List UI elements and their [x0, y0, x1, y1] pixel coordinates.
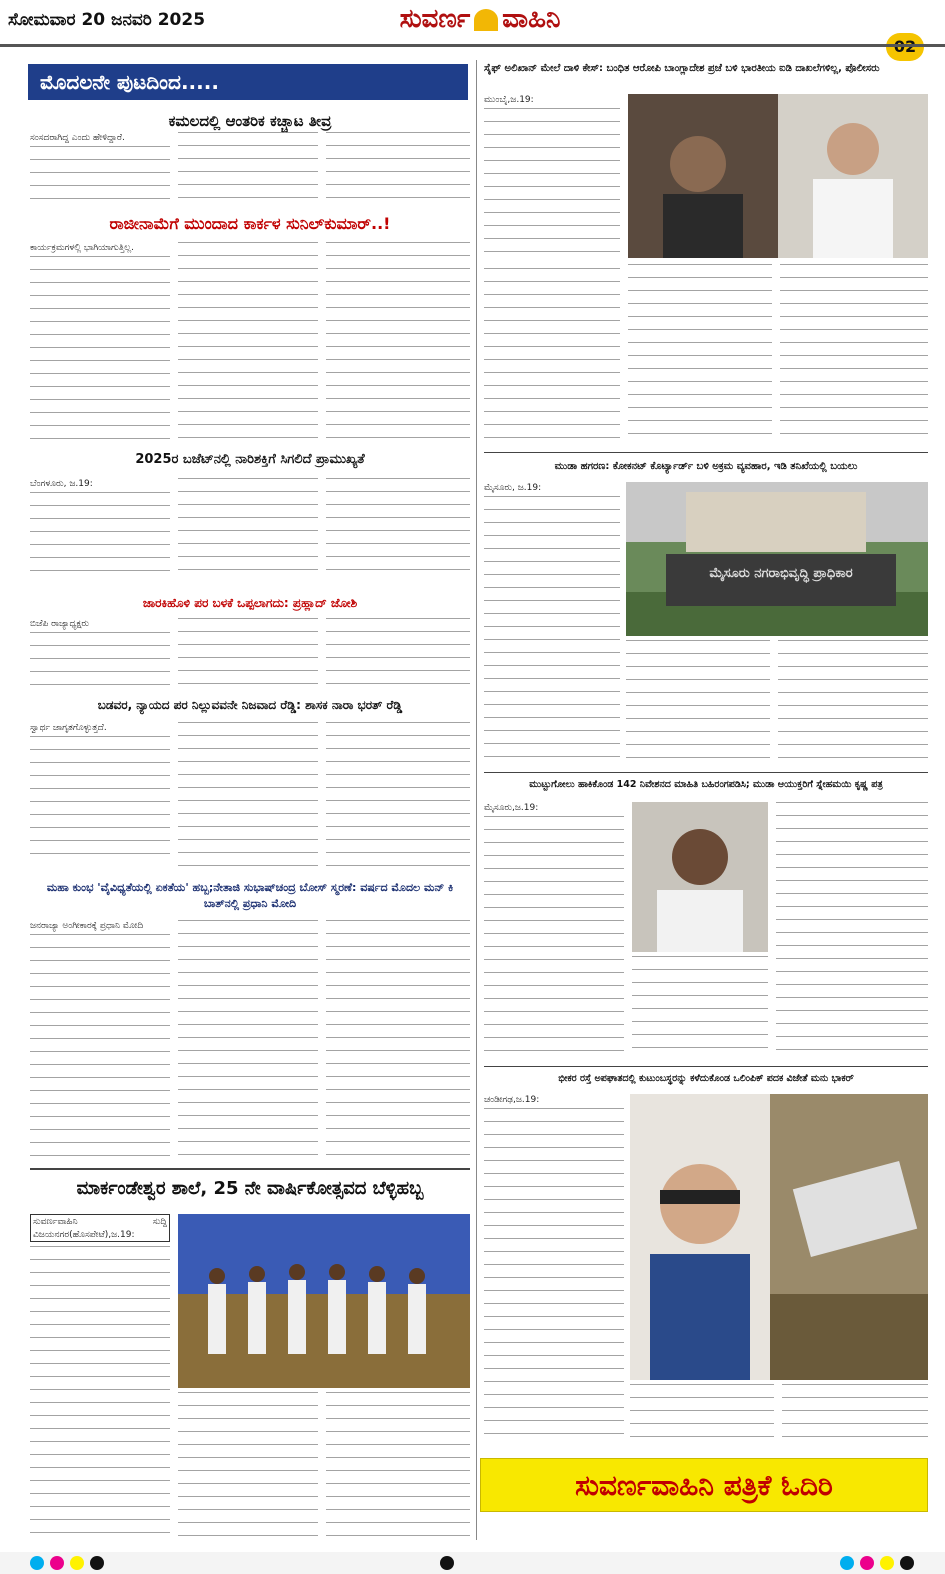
muda-body-col3 — [778, 640, 928, 762]
budget-body-col3 — [326, 478, 470, 580]
promo-banner: ಸುವರ್ಣವಾಹಿನಿ ಪತ್ರಿಕೆ ಓದಿರಿ — [480, 1458, 928, 1512]
manu-headline: ಭೀಕರ ರಸ್ತೆ ಅಪಘಾತದಲ್ಲಿ ಕುಟುಂಬಸ್ಥರನ್ನು ಕಳೆದುಕೊಂಡ ಒಲಿಂಪಿಕ್ ಪದಕ ವಿಜೇತೆ ಮನು ಭಾಕರ್ — [558, 1073, 854, 1084]
jarkiholi-body-col1 — [30, 632, 170, 688]
masthead-right: ವಾಹಿನಿ — [502, 4, 561, 34]
rajinama-body-col1 — [30, 256, 170, 442]
registration-mark-icon — [860, 1556, 874, 1570]
event-photo-art — [178, 1214, 470, 1388]
saif-body-col3 — [780, 264, 928, 440]
manu-photo — [630, 1094, 928, 1380]
kumbh-body-col3 — [326, 920, 470, 1160]
registration-mark-icon — [840, 1556, 854, 1570]
muda-body-col2 — [626, 640, 770, 762]
budget-lead: ಬೆಂಗಳೂರು, ಜ.19: — [30, 479, 93, 489]
rule-2 — [484, 772, 928, 773]
manu-lead: ಚಂಡೀಗಢ,ಜ.19: — [484, 1095, 540, 1105]
muda-lead: ಮೈಸೂರು, ಜ.19: — [484, 483, 542, 493]
manu-body-col3 — [782, 1384, 928, 1444]
jarkiholi-body-col3 — [326, 618, 470, 688]
muttu-body-col3 — [776, 802, 928, 1056]
saif-photo — [628, 94, 928, 258]
reddy-body-col1 — [30, 736, 170, 866]
muttu-lead: ಮೈಸೂರು,ಜ.19: — [484, 803, 539, 813]
saif-photo-art — [628, 94, 928, 258]
registration-mark-icon — [50, 1556, 64, 1570]
rajinama-body-col2 — [178, 242, 318, 442]
masthead-left: ಸುವರ್ಣ — [399, 4, 471, 34]
saif-lead: ಮುಂಬೈ,ಜ.19: — [484, 95, 534, 105]
jarkiholi-body-col2 — [178, 618, 318, 688]
kamala-headline: ಕಮಲದಲ್ಲಿ ಆಂತರಿಕ ಕಚ್ಚಾಟ ತೀವ್ರ — [168, 112, 332, 130]
manu-photo-art — [630, 1094, 928, 1380]
saif-body-col1 — [484, 108, 620, 264]
rajinama-body-col3 — [326, 242, 470, 442]
registration-mark-icon — [900, 1556, 914, 1570]
section-rule — [30, 1168, 470, 1170]
kamala-lead: ಸಂಸದರಾಗಿದ್ದ ಎಂದು ಹೇಳಿದ್ದಾರೆ. — [30, 133, 125, 143]
rule-3 — [484, 1066, 928, 1067]
budget-body-col1 — [30, 492, 170, 580]
sun-logo-icon — [474, 9, 498, 31]
masthead — [360, 4, 600, 42]
muda-photo-sign: ಮೈಸೂರು ನಗರಾಭಿವೃದ್ಧಿ ಪ್ರಾಧಿಕಾರ — [709, 566, 853, 581]
markandeshwara-body-col1 — [30, 1246, 170, 1540]
kamala-body-col3 — [326, 132, 470, 204]
saif-body-col1b — [484, 268, 620, 440]
muttu-body-col2 — [632, 956, 768, 1056]
jarkiholi-lead: ಬಿಜೆಪಿ ರಾಜ್ಯಾಧ್ಯಕ್ಷರು — [30, 619, 90, 629]
krishna-photo — [632, 802, 768, 952]
manu-body-col1 — [484, 1108, 624, 1444]
markandeshwara-body-col2 — [178, 1392, 318, 1540]
kumbh-body-col1 — [30, 934, 170, 1160]
reddy-body-col2 — [178, 722, 318, 866]
muda-headline: ಮುಡಾ ಹಗರಣ: ಕೋಕನಟ್ ಕೊರ್ಟ್ಯಾರ್ಡ್ ಬಳಿ ಅಕ್ರಮ ವ್ಯವಹಾರ, ಇಡಿ ತನಿಖೆಯಲ್ಲಿ ಬಯಲು — [554, 461, 858, 472]
muda-body-col1 — [484, 496, 620, 762]
rajinama-headline: ರಾಜೀನಾಮೆಗೆ ಮುಂದಾದ ಕಾರ್ಕಳ ಸುನಿಲ್‌ಕುಮಾರ್‌..! — [109, 214, 391, 233]
kumbh-headline: ಮಹಾ ಕುಂಭ 'ವೈವಿಧ್ಯತೆಯಲ್ಲಿ ಏಕತೆಯ' ಹಬ್ಬ;ನೇತಾಜಿ ಸುಭಾಷ್‌ಚಂದ್ರ ಬೋಸ್ ಸ್ಮರಣೆ: ವರ್ಷದ ಮೊದಲ ಮನ್ ಕಿ ಬಾತ್‌ನಲ್ಲಿ ಪ್ರಧಾನಿ ಮೋದಿ — [46, 881, 454, 910]
jarkiholi-headline: ಜಾರಕಿಹೊಳಿ ಪರ ಬಳಕೆ ಒಪ್ಪಲಾಗದು: ಪ್ರಹ್ಲಾದ್ ಜೋಶಿ — [142, 596, 358, 610]
registration-mark-icon — [90, 1556, 104, 1570]
muda-photo-art — [626, 482, 928, 636]
registration-mark-icon — [70, 1556, 84, 1570]
saif-headline: ಸೈಫ್ ಅಲಿಖಾನ್ ಮೇಲೆ ದಾಳಿ ಕೇಸ್: ಬಂಧಿತ ಆರೋಪಿ ಬಾಂಗ್ಲಾದೇಶ ಪ್ರಜೆ ಬಳಿ ಭಾರತೀಯ ಐಡಿ ದಾಖಲೆಗಳಿಲ್ಲ, ಪೊಲೀಸರು — [484, 63, 880, 74]
krishna-photo-art — [632, 802, 768, 952]
print-strip — [0, 1552, 945, 1574]
kumbh-lead: ಜನರಾಜ್ಯಾ ಅಂಗೀಕಾರಕ್ಕೆ ಪ್ರಧಾನಿ ಮೋದಿ — [30, 921, 144, 931]
column-divider — [476, 60, 477, 1540]
manu-body-col2 — [630, 1384, 774, 1444]
section-banner: ಮೊದಲನೇ ಪುಟದಿಂದ..... — [28, 64, 468, 100]
markandeshwara-headline: ಮಾರ್ಕಂಡೇಶ್ವರ ಶಾಲೆ, 25 ನೇ ವಾರ್ಷಿಕೋತ್ಸವದ ಬೆಳ್ಳಿಹಬ್ಬ — [76, 1178, 424, 1199]
reddy-lead: ಸ್ವಾರ್ಥ ಜಾಗೃತಗೊಳ್ಳುತ್ತದೆ. — [30, 723, 107, 733]
rule-1 — [484, 452, 928, 453]
muttu-body-col1 — [484, 816, 624, 1056]
header-rule — [0, 44, 945, 47]
registration-mark-icon — [880, 1556, 894, 1570]
kumbh-body-col2 — [178, 920, 318, 1160]
page-number — [886, 33, 924, 61]
saif-body-col2 — [628, 264, 772, 440]
rajinama-lead: ಕಾರ್ಯಕ್ರಮಗಳಲ್ಲಿ ಭಾಗಿಯಾಗುತ್ತಿಲ್ಲ. — [30, 243, 135, 253]
markandeshwara-lead: ಸುವರ್ಣವಾಹಿನಿ ಸುದ್ದಿ ವಿಜಯನಗರ(ಹೊಸಪೇಟೆ),ಜ.19: — [30, 1214, 170, 1242]
kamala-body-col2 — [178, 132, 318, 204]
reddy-headline: ಬಡವರ, ನ್ಯಾಯದ ಪರ ನಿಲ್ಲುವವನೇ ನಿಜವಾದ ರೆಡ್ಡಿ: ಶಾಸಕ ನಾರಾ ಭರತ್ ರೆಡ್ಡಿ — [97, 698, 403, 712]
reddy-body-col3 — [326, 722, 470, 866]
registration-mark-icon — [440, 1556, 454, 1570]
muttu-headline: ಮುಟ್ಟುಗೋಲು ಹಾಕಿಕೊಂಡ 142 ನಿವೇಶನದ ಮಾಹಿತಿ ಬಹಿರಂಗಪಡಿಸಿ; ಮುಡಾ ಆಯುಕ್ತರಿಗೆ ಸ್ನೇಹಮಯಿ ಕೃಷ್ಣ ಪತ್ರ — [529, 779, 883, 790]
issue-date: ಸೋಮವಾರ 20 ಜನವರಿ 2025 — [8, 10, 206, 30]
muda-photo — [626, 482, 928, 636]
registration-mark-icon — [30, 1556, 44, 1570]
markandeshwara-body-col3 — [326, 1392, 470, 1540]
event-photo — [178, 1214, 470, 1388]
budget-headline: 2025ರ ಬಜೆಟ್‌ನಲ್ಲಿ ನಾರಿಶಕ್ತಿಗೆ ಸಿಗಲಿದೆ ಪ್ರಾಮುಖ್ಯತೆ — [135, 452, 365, 467]
kamala-body-col1 — [30, 146, 170, 204]
budget-body-col2 — [178, 478, 318, 580]
